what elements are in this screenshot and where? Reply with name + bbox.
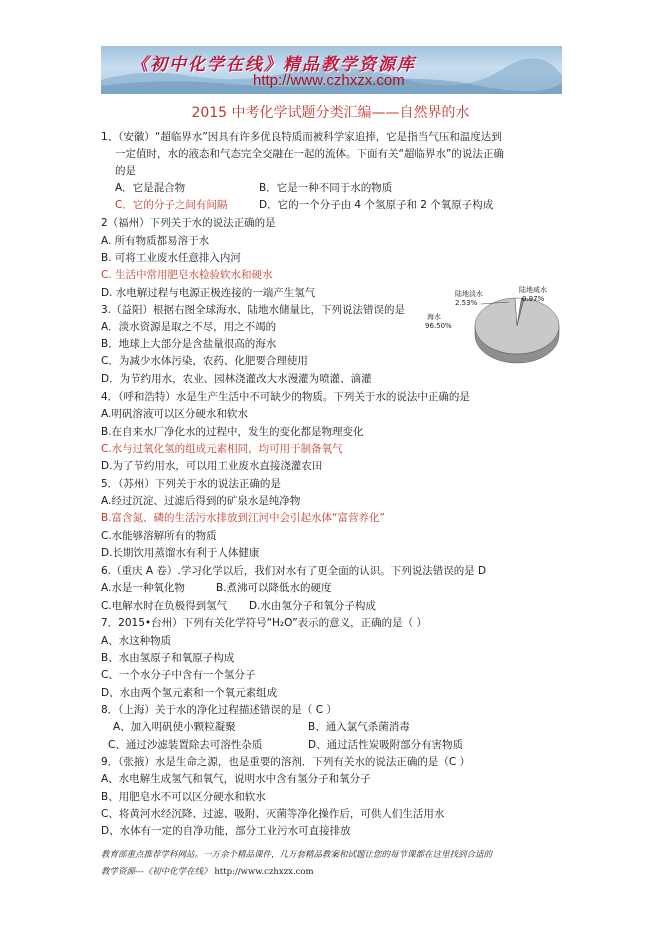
q6-option-d: D.水由氢分子和氧分子构成	[249, 600, 376, 612]
q3-option-b: B．地球上大部分是含盐量很高的海水	[101, 338, 277, 350]
water-distribution-pie-chart	[425, 280, 563, 370]
header-banner	[101, 46, 562, 94]
q2-stem: 2（福州）下列关于水的说法正确的是	[101, 217, 276, 229]
q3-option-d: D．为节约用水，农业、园林浇灌改大水漫灌为喷灌、滴灌	[101, 373, 372, 385]
page-title: 2015 中考化学试题分类汇编——自然界的水	[191, 105, 470, 121]
q1-option-a: A．它是混合物	[115, 182, 186, 194]
q8-option-b: B、通入氯气杀菌消毒	[308, 721, 410, 733]
label-sea-water-pct: 96.50%	[425, 322, 452, 330]
footer-line1: 教育部重点推荐学科网站。一万余个精品课件，几万套精品教案和试题让您的每节课都在这里找到合适的	[101, 850, 493, 860]
label-salt-water: 陆地咸水	[519, 286, 547, 294]
q6-option-a: A.水是一种氧化物	[101, 582, 185, 594]
q7-option-a: A、水这种物质	[101, 635, 172, 647]
footer-url[interactable]: http://www.czhxzx.com	[214, 867, 314, 877]
q9-option-d: D、水体有一定的自净功能，部分工业污水可直接排放	[101, 825, 351, 837]
q5-option-b: B.富含氮、磷的生活污水排放到江河中会引起水体“富营养化”	[101, 512, 385, 524]
q2-option-b: B. 可将工业废水任意排入内河	[101, 252, 241, 264]
q7-stem: 7．2015•台州）下列有关化学符号“H₂O”表示的意义，正确的是（ ）	[101, 617, 427, 629]
q1-option-c: C．它的分子之间有间隔	[115, 199, 228, 211]
q1-stem-line3: 的是	[115, 165, 136, 177]
q5-option-d: D.长期饮用蒸馏水有利于人体健康	[101, 547, 260, 559]
q8-stem: 8．（上海）关于水的净化过程描述错误的是（ C ）	[101, 704, 337, 716]
q1-stem-line1: 1、（安徽）“超临界水”因具有许多优良特质而被科学家追捧，它是指当气压和温度达到	[101, 131, 502, 143]
label-fresh-water-pct: 2.53%	[455, 299, 478, 307]
q4-option-b: B.在自来水厂净化水的过程中，发生的变化都是物理变化	[101, 426, 364, 438]
q7-option-b: B、水由氢原子和氧原子构成	[101, 652, 235, 664]
q7-option-d: D、水由两个氢元素和一个氧元素组成	[101, 687, 278, 699]
q9-option-a: A、水电解生成氢气和氧气，说明水中含有氢分子和氧分子	[101, 773, 371, 785]
q2-option-a: A. 所有物质都易溶于水	[101, 235, 210, 247]
q3-option-a: A．淡水资源是取之不尽，用之不竭的	[101, 321, 277, 333]
q9-option-b: B、用肥皂水不可以区分硬水和软水	[101, 791, 266, 803]
q8-option-c: C、通过沙滤装置除去可溶性杂质	[108, 739, 263, 751]
q1-stem-line2: 一定值时，水的液态和气态完全交融在一起的流体。下面有关“超临界水”的说法正确	[115, 148, 504, 160]
q8-option-d: D、通过活性炭吸附部分有害物质	[308, 739, 464, 751]
q6-option-c: C.电解水时在负极得到氢气	[101, 600, 228, 612]
q6-stem: 6.（重庆 A 卷）.学习化学以后，我们对水有了更全面的认识。下列说法错误的是 D	[101, 565, 487, 577]
q9-option-c: C、将黄河水经沉降、过滤、吸附、灭菌等净化操作后，可供人们生活用水	[101, 808, 445, 820]
label-sea-water: 海水	[427, 313, 441, 321]
q3-option-c: C．为减少水体污染，农药、化肥要合理使用	[101, 355, 308, 367]
q5-stem: 5．（苏州）下列关于水的说法正确的是	[101, 478, 281, 490]
footer-line2	[101, 865, 314, 877]
q6-option-b: B.煮沸可以降低水的硬度	[216, 582, 332, 594]
q1-option-d: D．它的一个分子由 4 个氢原子和 2 个氧原子构成	[259, 199, 494, 211]
banner-title: 《初中化学在线》精品教学资源库	[131, 55, 416, 75]
q2-option-d: D. 水电解过程与电源正极连接的一端产生氢气	[101, 287, 316, 299]
q5-option-a: A.经过沉淀、过滤后得到的矿泉水是纯净物	[101, 495, 301, 507]
q1-option-b: B．它是一种不同于水的物质	[259, 182, 393, 194]
q4-option-c: C.水与过氧化氢的组成元素相同，均可用于制备氧气	[101, 443, 343, 455]
q4-option-d: D.为了节约用水，可以用工业废水直接浇灌农田	[101, 460, 323, 472]
q5-option-c: C.水能够溶解所有的物质	[101, 530, 217, 542]
q7-option-c: C、一个水分子中含有一个氢分子	[101, 669, 256, 681]
q4-option-a: A.明矾溶液可以区分硬水和软水	[101, 408, 248, 420]
label-fresh-water: 陆地淡水	[455, 290, 483, 298]
label-salt-water-pct: 0.97%	[522, 295, 545, 303]
q3-stem: 3.（益阳）根据右图全球海水、陆地水储量比，下列说法错误的是	[101, 304, 406, 316]
banner-url[interactable]: http://www.czhxzx.com	[253, 72, 405, 89]
q8-option-a: A、加入明矾使小颗粒凝聚	[113, 721, 236, 733]
q4-stem: 4．（呼和浩特）水是生产生活中不可缺少的物质。下列关于水的说法中正确的是	[101, 391, 470, 403]
footer-site-name: 教学资源---《初中化学在线》	[101, 867, 212, 877]
q2-option-c: C. 生活中常用肥皂水检验软水和硬水	[101, 269, 273, 281]
q9-stem: 9．（张掖）水是生命之源，也是重要的溶剂．下列有关水的说法正确的是（C ）	[101, 756, 471, 768]
